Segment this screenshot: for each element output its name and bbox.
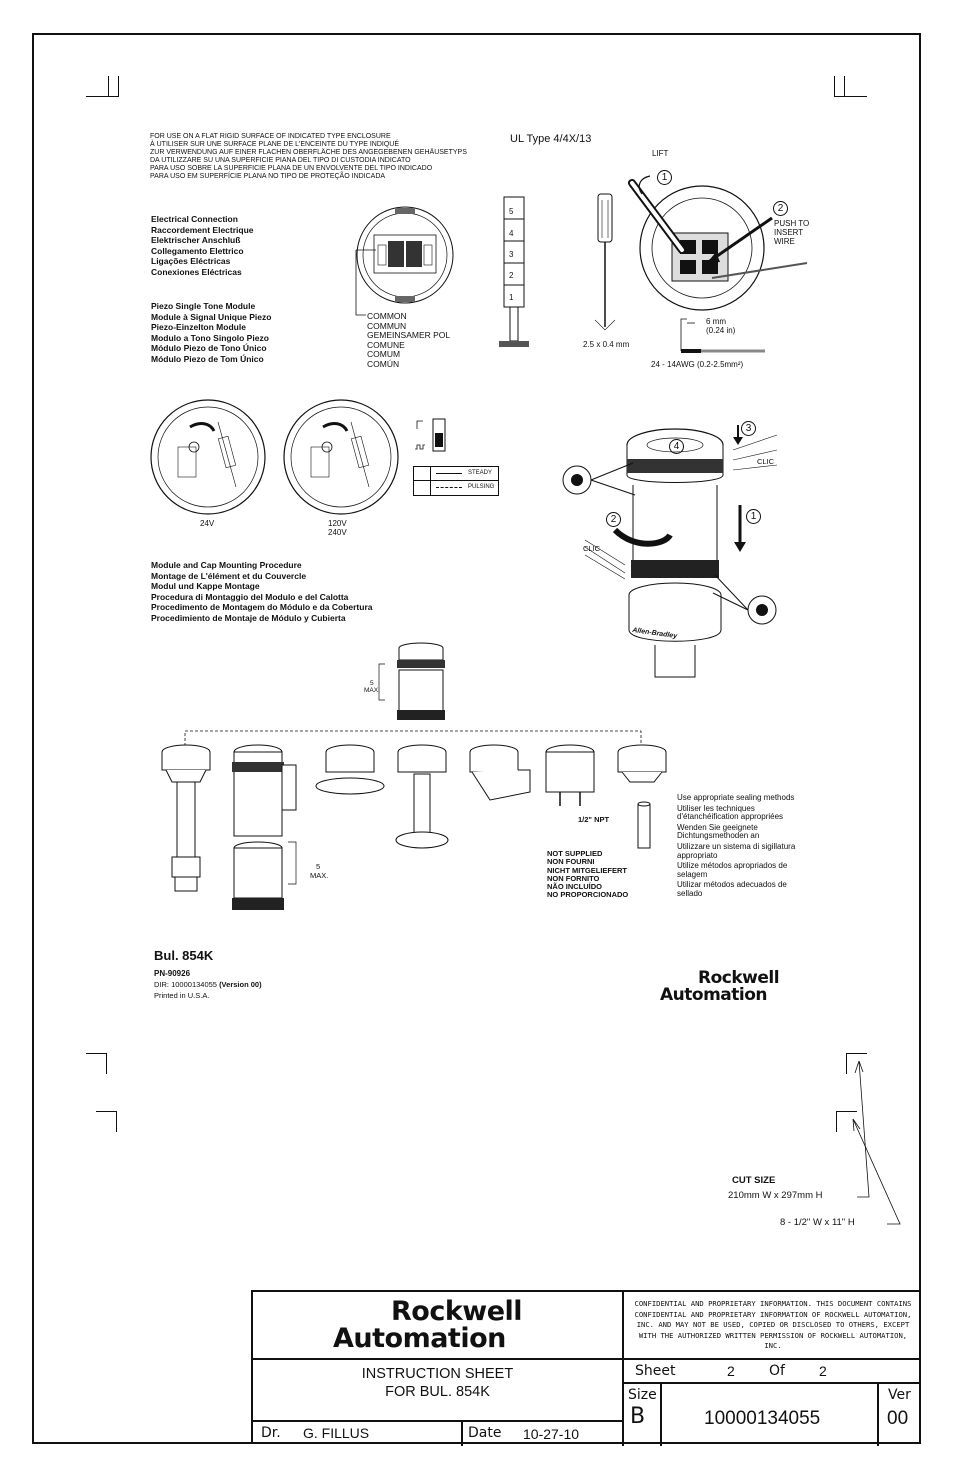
cut-size-title: CUT SIZE (732, 1175, 776, 1186)
screwdriver-size: 2.5 x 0.4 mm (583, 340, 630, 349)
max-bottom-label: MAX. (310, 871, 329, 880)
legend-divider-h (414, 480, 498, 481)
printed-in: Printed in U.S.A. (154, 991, 210, 1000)
crop-mark-mid-left-1 (86, 1053, 107, 1074)
title-line-2: FOR BUL. 854K (385, 1384, 490, 1400)
header-notes (150, 133, 480, 181)
step-1b-number: 1 (750, 511, 757, 522)
rockwell-logo-title (333, 1298, 522, 1352)
not-supplied-line: NON FORNITO (547, 873, 600, 883)
heading-line: Piezo-Einzelton Module (151, 322, 246, 332)
common-label: COMÚN (367, 358, 400, 369)
of-number: 2 (819, 1363, 827, 1379)
crop-mark-top-right (834, 76, 867, 97)
of-label: Of (769, 1363, 785, 1379)
heading-line: Procedura di Montaggio del Modulo e del Calotta (151, 591, 349, 602)
document-number: 10000134055 (704, 1408, 821, 1429)
max-top-label: MAX. (364, 687, 380, 694)
step-2b-number: 2 (610, 514, 617, 525)
max-top-value: 5 (370, 680, 374, 687)
note-line: FOR USE ON A FLAT RIGID SURFACE OF INDICATED TYPE ENCLOSURE (150, 133, 391, 140)
dir-line (154, 981, 262, 989)
tb-confidential-cell (624, 1292, 921, 1360)
lift-label: LIFT (652, 149, 669, 158)
clic-label-left: CLIC (583, 544, 601, 553)
crop-mark-top-right-inner (844, 76, 845, 96)
step-2-marker (773, 201, 788, 216)
heading-line: Collegamento Elettrico (151, 245, 244, 256)
size-value: B (630, 1404, 646, 1429)
sheet-label: Sheet (635, 1363, 676, 1379)
not-supplied-line: NON FOURNI (547, 857, 595, 867)
heading-line: Montage de L'élément et du Couvercle (151, 570, 307, 581)
tb-title-cell (253, 1360, 624, 1422)
option-pole-mount (396, 745, 448, 848)
title-block (251, 1290, 921, 1444)
module-stack-diagram (375, 640, 455, 730)
wire-gauge: 24 - 14AWG (0.2-2.5mm²) (651, 360, 744, 369)
ver-value: 00 (887, 1408, 909, 1429)
sealing-line: Utilizzare un sistema di sigillatura appropriato (677, 841, 796, 860)
heading-line: Modul und Kappe Montage (151, 581, 260, 591)
legend-line-steady (436, 473, 462, 474)
strip-in: (0.24 in) (706, 326, 736, 335)
sealing-line: Utiliser les techniques d'étanchéification appropriées (677, 803, 784, 822)
option-bracket-mount (232, 745, 296, 910)
strip-mm: 6 mm (706, 317, 726, 326)
heading-line: Conexiones Eléctricas (151, 266, 242, 277)
common-labels (367, 312, 450, 369)
step-2b-marker (606, 512, 621, 527)
logo-line-1: Rockwell (391, 1296, 523, 1327)
heading-line: Módulo Piezo de Tom Único (151, 353, 264, 364)
tb-logo-cell (253, 1292, 624, 1360)
step-3-marker (741, 421, 756, 436)
voltage-120v: 120V (328, 519, 347, 528)
drawn-label: Dr. (261, 1425, 281, 1441)
tb-date-cell (463, 1422, 624, 1446)
not-supplied-line: NOT SUPPLIED (547, 849, 603, 858)
voltage-240v: 240V (328, 528, 347, 537)
heading-line: Procedimento de Montagem do Módulo e da Cobertura (151, 602, 373, 612)
note-line: PARA USO EM SUPERFÍCIE PLANA NO TIPO DE PROTEÇÃO INDICADA (150, 173, 386, 180)
heading-line: Ligações Eléctricas (151, 256, 231, 266)
dir-version: (Version 00) (219, 980, 262, 989)
module-24v-diagram (148, 397, 268, 517)
electrical-connection-heading (151, 214, 254, 277)
dir-number: DIR: 10000134055 (154, 980, 220, 989)
heading-line: Module à Signal Unique Piezo (151, 311, 272, 322)
option-pin-base (546, 745, 594, 806)
crop-mark-top-left (86, 76, 119, 97)
step-4-number: 4 (673, 441, 680, 452)
max-bottom-value: 5 (316, 862, 321, 871)
sealing-line: Utilize métodos apropriados de selagem (677, 861, 788, 879)
module-120-240v-diagram (281, 397, 401, 517)
switch-legend (413, 466, 499, 496)
cut-size-metric: 210mm W x 297mm H (728, 1190, 823, 1201)
option-flat-base (316, 745, 384, 794)
stack-number-5: 5 (509, 207, 514, 216)
sheet-number: 2 (727, 1363, 735, 1379)
dip-switch-diagram (413, 415, 453, 455)
ul-type-label: UL Type 4/4X/13 (510, 133, 592, 145)
terminal-base-diagram (350, 205, 460, 325)
tb-ver-cell (879, 1384, 921, 1446)
logo-line-2: Automation (660, 985, 767, 1005)
tb-sheet-cell (624, 1360, 921, 1384)
sealing-methods-list (677, 794, 807, 899)
steady-label: STEADY (468, 470, 493, 476)
clic-label-right: CLIC (757, 457, 775, 466)
push-to-insert-label (774, 219, 809, 246)
cut-size-leaders (845, 1055, 905, 1230)
step-1b-marker (746, 509, 761, 524)
note-line: À UTILISER SUR UNE SURFACE PLANE DE L'ENCEINTE DU TYPE INDIQUÉ (150, 141, 399, 148)
ver-label: Ver (888, 1387, 911, 1403)
sealing-line: Wenden Sie geeignete Dichtungsmethoden an (677, 822, 760, 841)
step-1-marker (657, 170, 672, 185)
common-label: COMUM (367, 349, 401, 359)
heading-line: Electrical Connection (151, 214, 238, 224)
tb-size-cell (624, 1384, 662, 1446)
push-line: PUSH TO (774, 219, 810, 228)
sealing-line: Utilizar métodos adecuados de sellado (677, 880, 787, 898)
heading-line: Procedimiento de Montaje de Módulo y Cubierta (151, 612, 346, 623)
not-supplied-line: NÃO INCLUÍDO (547, 882, 602, 892)
tb-drawn-cell (253, 1422, 463, 1446)
heading-line: Elektrischer Anschluß (151, 235, 241, 245)
step-4-marker (669, 439, 684, 454)
npt-label: 1/2" NPT (578, 815, 610, 824)
tb-docnum-cell (662, 1384, 879, 1446)
heading-line: Raccordement Electrique (151, 224, 254, 235)
common-label: GEMEINSAMER POL (367, 330, 451, 340)
date-value: 10-27-10 (523, 1426, 580, 1442)
not-supplied-line: NO PROPORCIONADO (547, 890, 629, 900)
drawn-by: G. FILLUS (303, 1425, 370, 1441)
step-2-number: 2 (777, 203, 784, 214)
not-supplied-list (547, 850, 628, 900)
not-supplied-line: NICHT MITGELIEFERT (547, 865, 627, 875)
heading-line: Module and Cap Mounting Procedure (151, 560, 302, 570)
crop-mark-mid-left-2 (96, 1111, 117, 1132)
note-line: DA UTILIZZARE SU UNA SUPERFICIE PIANA DEL TIPO DI CUSTODIA INDICATO (150, 157, 411, 164)
logo-line-2: Automation (333, 1323, 506, 1354)
stack-number-2: 2 (509, 271, 514, 280)
option-angle-bracket (470, 745, 530, 800)
part-number: PN-90926 (154, 969, 191, 978)
step-1-number: 1 (661, 172, 668, 183)
sealing-line: Use appropriate sealing methods (677, 793, 795, 802)
heading-line: Piezo Single Tone Module (151, 301, 256, 311)
common-label: COMUNE (367, 339, 405, 350)
heading-line: Módulo Piezo de Tono Único (151, 343, 267, 353)
pulsing-label: PULSING (468, 484, 495, 490)
voltage-24v: 24V (200, 519, 215, 528)
mounting-procedure-heading (151, 560, 373, 623)
common-label: COMMUN (367, 320, 407, 331)
brand-small-label: Allen-Bradley (631, 626, 678, 641)
date-label: Date (468, 1425, 502, 1441)
cut-size-imperial: 8 - 1/2" W x 11" H (780, 1217, 855, 1228)
piezo-module-heading (151, 301, 271, 364)
step-3-number: 3 (745, 423, 752, 434)
rockwell-logo-mid (660, 970, 779, 1004)
note-line: PARA USO SOBRE LA SUPERFICIE PLANA DE UN ENVOLVENTE DEL TIPO INDICADO (150, 165, 433, 172)
stack-number-1: 1 (509, 293, 514, 302)
bulletin-title: Bul. 854K (154, 948, 214, 963)
legend-divider-v (430, 467, 431, 495)
title-line-1: INSTRUCTION SHEET (361, 1366, 514, 1382)
stack-number-3: 3 (509, 250, 514, 259)
size-label: Size (628, 1387, 657, 1403)
option-pipe-mount (162, 745, 210, 891)
stack-number-4: 4 (509, 229, 514, 238)
option-npt-mount (618, 745, 666, 848)
confidential-notice: CONFIDENTIAL AND PROPRIETARY INFORMATION. THIS DOCUMENT CONTAINS CONFIDENTIAL AND PROPRIETARY INFORMATION OF ROCKWELL AUTOMATION, INC. AND MAY NOT BE USED, COPIED OR DISCLOSED TO OTHERS, EXCEPT WITH THE AUTHORIZED WRITTEN PERMISSION OF ROCKWELL AUTOMATION, INC. (634, 1299, 912, 1350)
legend-line-pulsing (436, 487, 462, 488)
crop-mark-top-left-inner (108, 76, 109, 96)
push-line: INSERT (774, 228, 804, 237)
logo-line-1: Rockwell (698, 968, 780, 988)
note-line: ZUR VERWENDUNG AUF EINER FLACHEN OBERFLÄCHE DES ANGEGEBENEN GEHÄUSETYPS (150, 149, 467, 156)
stack-tower-diagram (495, 195, 535, 355)
push-line: WIRE (774, 237, 795, 246)
common-label: COMMON (367, 311, 407, 321)
heading-line: Modulo a Tono Singolo Piezo (151, 332, 269, 343)
